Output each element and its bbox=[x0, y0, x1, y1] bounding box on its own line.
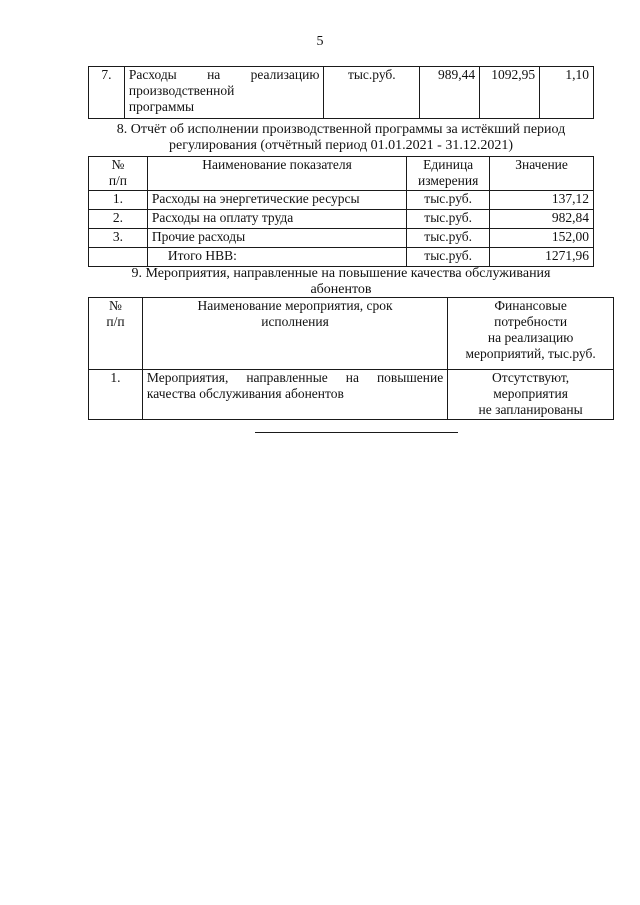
total-label: Итого НВВ: bbox=[147, 248, 406, 267]
table-row bbox=[89, 370, 614, 420]
section-8-title bbox=[88, 122, 594, 154]
table-row bbox=[89, 210, 594, 229]
row-name bbox=[124, 67, 324, 119]
row-number: 1. bbox=[89, 191, 148, 210]
header-text: п/п bbox=[106, 314, 125, 329]
program-costs-table bbox=[88, 66, 594, 119]
row-financial bbox=[448, 370, 614, 420]
row-unit: тыс.руб. bbox=[407, 191, 490, 210]
header-num bbox=[89, 298, 143, 370]
table-row bbox=[89, 229, 594, 248]
header-text: Наименование мероприятия, срок bbox=[197, 298, 393, 313]
row-financial-line: мероприятия bbox=[493, 386, 568, 401]
section-8-title-line: регулирования (отчётный период 01.01.2021 - 31.12.2021) bbox=[169, 138, 513, 153]
section-8-title-line: 8. Отчёт об исполнении производственной программы за истёкший период bbox=[116, 122, 566, 137]
end-divider-line bbox=[255, 432, 458, 433]
header-financial bbox=[448, 298, 614, 370]
row-value: 982,84 bbox=[490, 210, 594, 229]
header-text: п/п bbox=[108, 173, 128, 188]
row-name bbox=[142, 370, 447, 420]
row-financial-line: не запланированы bbox=[478, 402, 583, 417]
row-name: Расходы на энергетические ресурсы bbox=[147, 191, 406, 210]
row-name-line: производственной bbox=[128, 83, 235, 98]
row-value: 152,00 bbox=[490, 229, 594, 248]
row-financial-line: Отсутствуют, bbox=[492, 370, 570, 385]
table-header-row bbox=[89, 157, 594, 191]
header-text: потребности bbox=[494, 314, 568, 329]
section-9-title bbox=[88, 266, 594, 298]
total-value: 1271,96 bbox=[490, 248, 594, 267]
row-number: 2. bbox=[89, 210, 148, 229]
header-text: на реализацию bbox=[487, 330, 574, 345]
row-unit: тыс.руб. bbox=[324, 67, 420, 119]
total-empty-cell bbox=[89, 248, 148, 267]
page-number: 5 bbox=[316, 34, 324, 49]
table-header-row bbox=[89, 298, 614, 370]
header-text: мероприятий, тыс.руб. bbox=[465, 346, 596, 361]
header-name bbox=[142, 298, 447, 370]
header-unit bbox=[407, 157, 490, 191]
row-name-line: качества обслуживания абонентов bbox=[146, 386, 344, 401]
header-text: № bbox=[111, 157, 125, 172]
header-value: Значение bbox=[490, 157, 594, 191]
row-name-line: Расходы на реализацию bbox=[128, 67, 320, 82]
row-unit: тыс.руб. bbox=[407, 229, 490, 248]
row-unit: тыс.руб. bbox=[407, 210, 490, 229]
row-name: Расходы на оплату труда bbox=[147, 210, 406, 229]
row-name: Прочие расходы bbox=[147, 229, 406, 248]
row-name-line: программы bbox=[128, 99, 195, 114]
row-value: 137,12 bbox=[490, 191, 594, 210]
row-number: 7. bbox=[89, 67, 125, 119]
program-report-table bbox=[88, 156, 594, 267]
row-value: 1092,95 bbox=[480, 67, 540, 119]
table-total-row bbox=[89, 248, 594, 267]
row-number: 3. bbox=[89, 229, 148, 248]
row-name-line: Мероприятия, направленные на повышение bbox=[146, 370, 444, 385]
table-row bbox=[89, 191, 594, 210]
table-row bbox=[89, 67, 594, 119]
row-number: 1. bbox=[89, 370, 143, 420]
header-text: Единица bbox=[423, 157, 474, 172]
section-9-title-line: абонентов bbox=[310, 282, 372, 297]
header-text: № bbox=[109, 298, 122, 313]
header-name: Наименование показателя bbox=[147, 157, 406, 191]
header-text: исполнения bbox=[261, 314, 329, 329]
row-value: 989,44 bbox=[420, 67, 480, 119]
section-9-title-line: 9. Мероприятия, направленные на повышение качества обслуживания bbox=[131, 266, 551, 281]
header-text: Финансовые bbox=[494, 298, 567, 313]
row-value: 1,10 bbox=[540, 67, 594, 119]
header-text: измерения bbox=[418, 173, 479, 188]
total-unit: тыс.руб. bbox=[407, 248, 490, 267]
header-num bbox=[89, 157, 148, 191]
service-quality-table bbox=[88, 297, 614, 420]
